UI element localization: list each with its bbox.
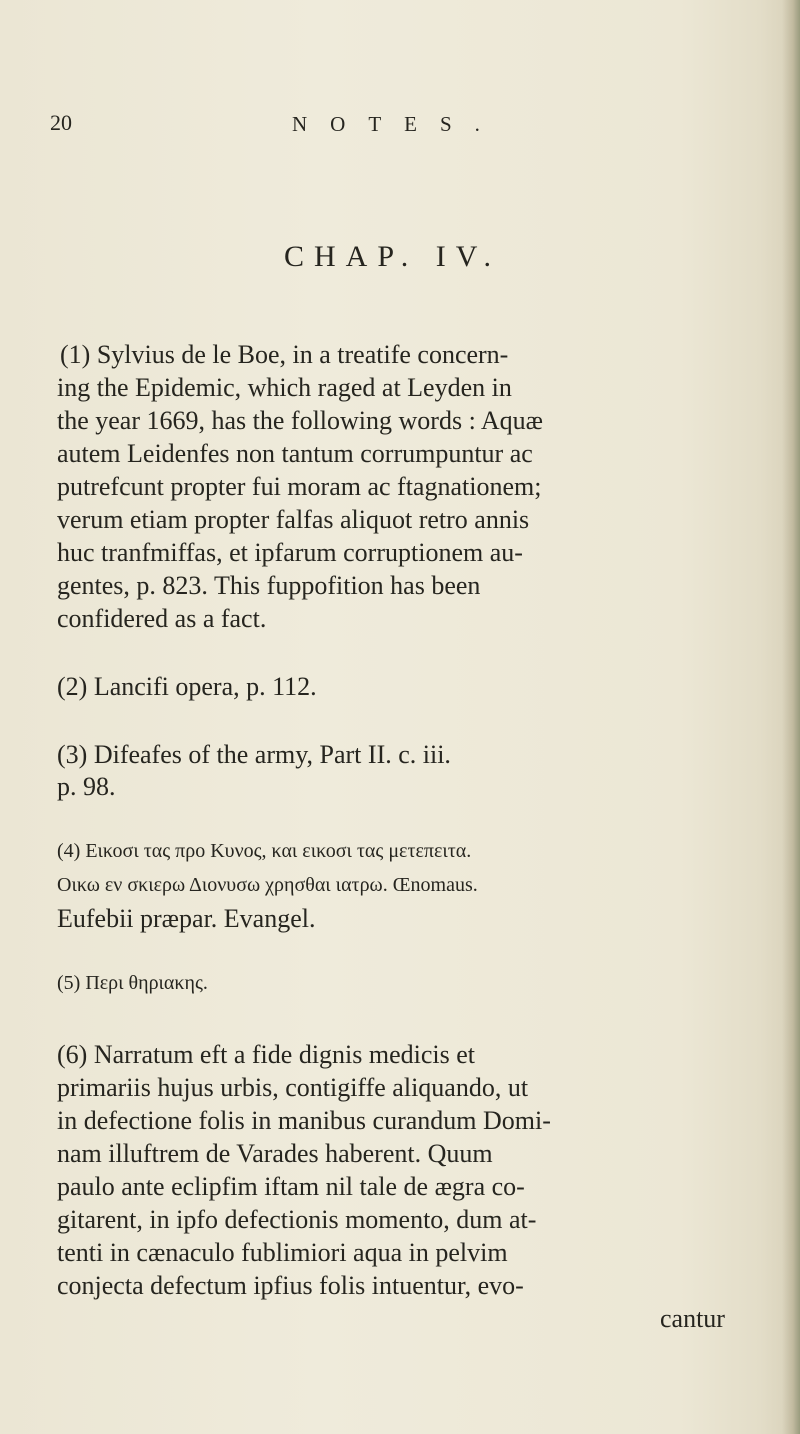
note-line: putrefcunt propter fui moram ac ftagnationem; <box>57 472 542 501</box>
note-line: ing the Epidemic, which raged at Leyden in <box>57 373 512 402</box>
catchword: cantur <box>660 1304 725 1333</box>
note-line: p. 98. <box>57 772 116 801</box>
note-line: in defectione folis in manibus curandum Domi- <box>57 1106 551 1135</box>
note-line: (6) Narratum eft a fide dignis medicis et <box>57 1040 476 1069</box>
note-line: autem Leidenfes non tantum corrumpuntur ac <box>57 439 533 468</box>
note-line: paulo ante eclipfim iftam nil tale de ægra co- <box>57 1172 525 1201</box>
note-line: nam illuftrem de Varades haberent. Quum <box>57 1139 493 1168</box>
note-line: verum etiam propter falfas aliquot retro annis <box>57 505 530 534</box>
note-line: primariis hujus urbis, contigiffe aliquando, ut <box>57 1073 529 1102</box>
note-line: huc tranfmiffas, et ipfarum corruptionem au- <box>57 538 523 567</box>
page-number: 20 <box>50 110 72 135</box>
note-line: Eufebii præpar. Evangel. <box>57 904 316 933</box>
note-line: gentes, p. 823. This fuppofition has been <box>57 571 481 600</box>
note-line: the year 1669, has the following words : Aquæ <box>57 406 543 435</box>
note-line: (2) Lancifi opera, p. 112. <box>57 672 317 701</box>
page-edge-shadow <box>782 0 800 1434</box>
note-line: tenti in cænaculo fublimiori aqua in pelvim <box>57 1238 508 1267</box>
note-line: (4) Εικοσι τας προ Κυνος, και εικοσι τας μετεπειτα. <box>57 840 472 862</box>
note-line: conjecta defectum ipfius folis intuentur, evo- <box>57 1271 524 1300</box>
note-line: (5) Περι θηριακης. <box>57 972 208 994</box>
note-line: confidered as a fact. <box>57 604 267 633</box>
note-line: Οικω εν σκιερω Διονυσω χρησθαι ιατρω. Œnomaus. <box>57 874 478 896</box>
note-line: (1) Sylvius de le Boe, in a treatife concern- <box>60 340 509 369</box>
chapter-title: CHAP. IV. <box>284 240 501 273</box>
note-line: gitarent, in ipfo defectionis momento, dum at- <box>57 1205 537 1234</box>
running-head: NOTES. <box>292 112 503 136</box>
note-line: (3) Difeafes of the army, Part II. c. iii. <box>57 740 451 769</box>
